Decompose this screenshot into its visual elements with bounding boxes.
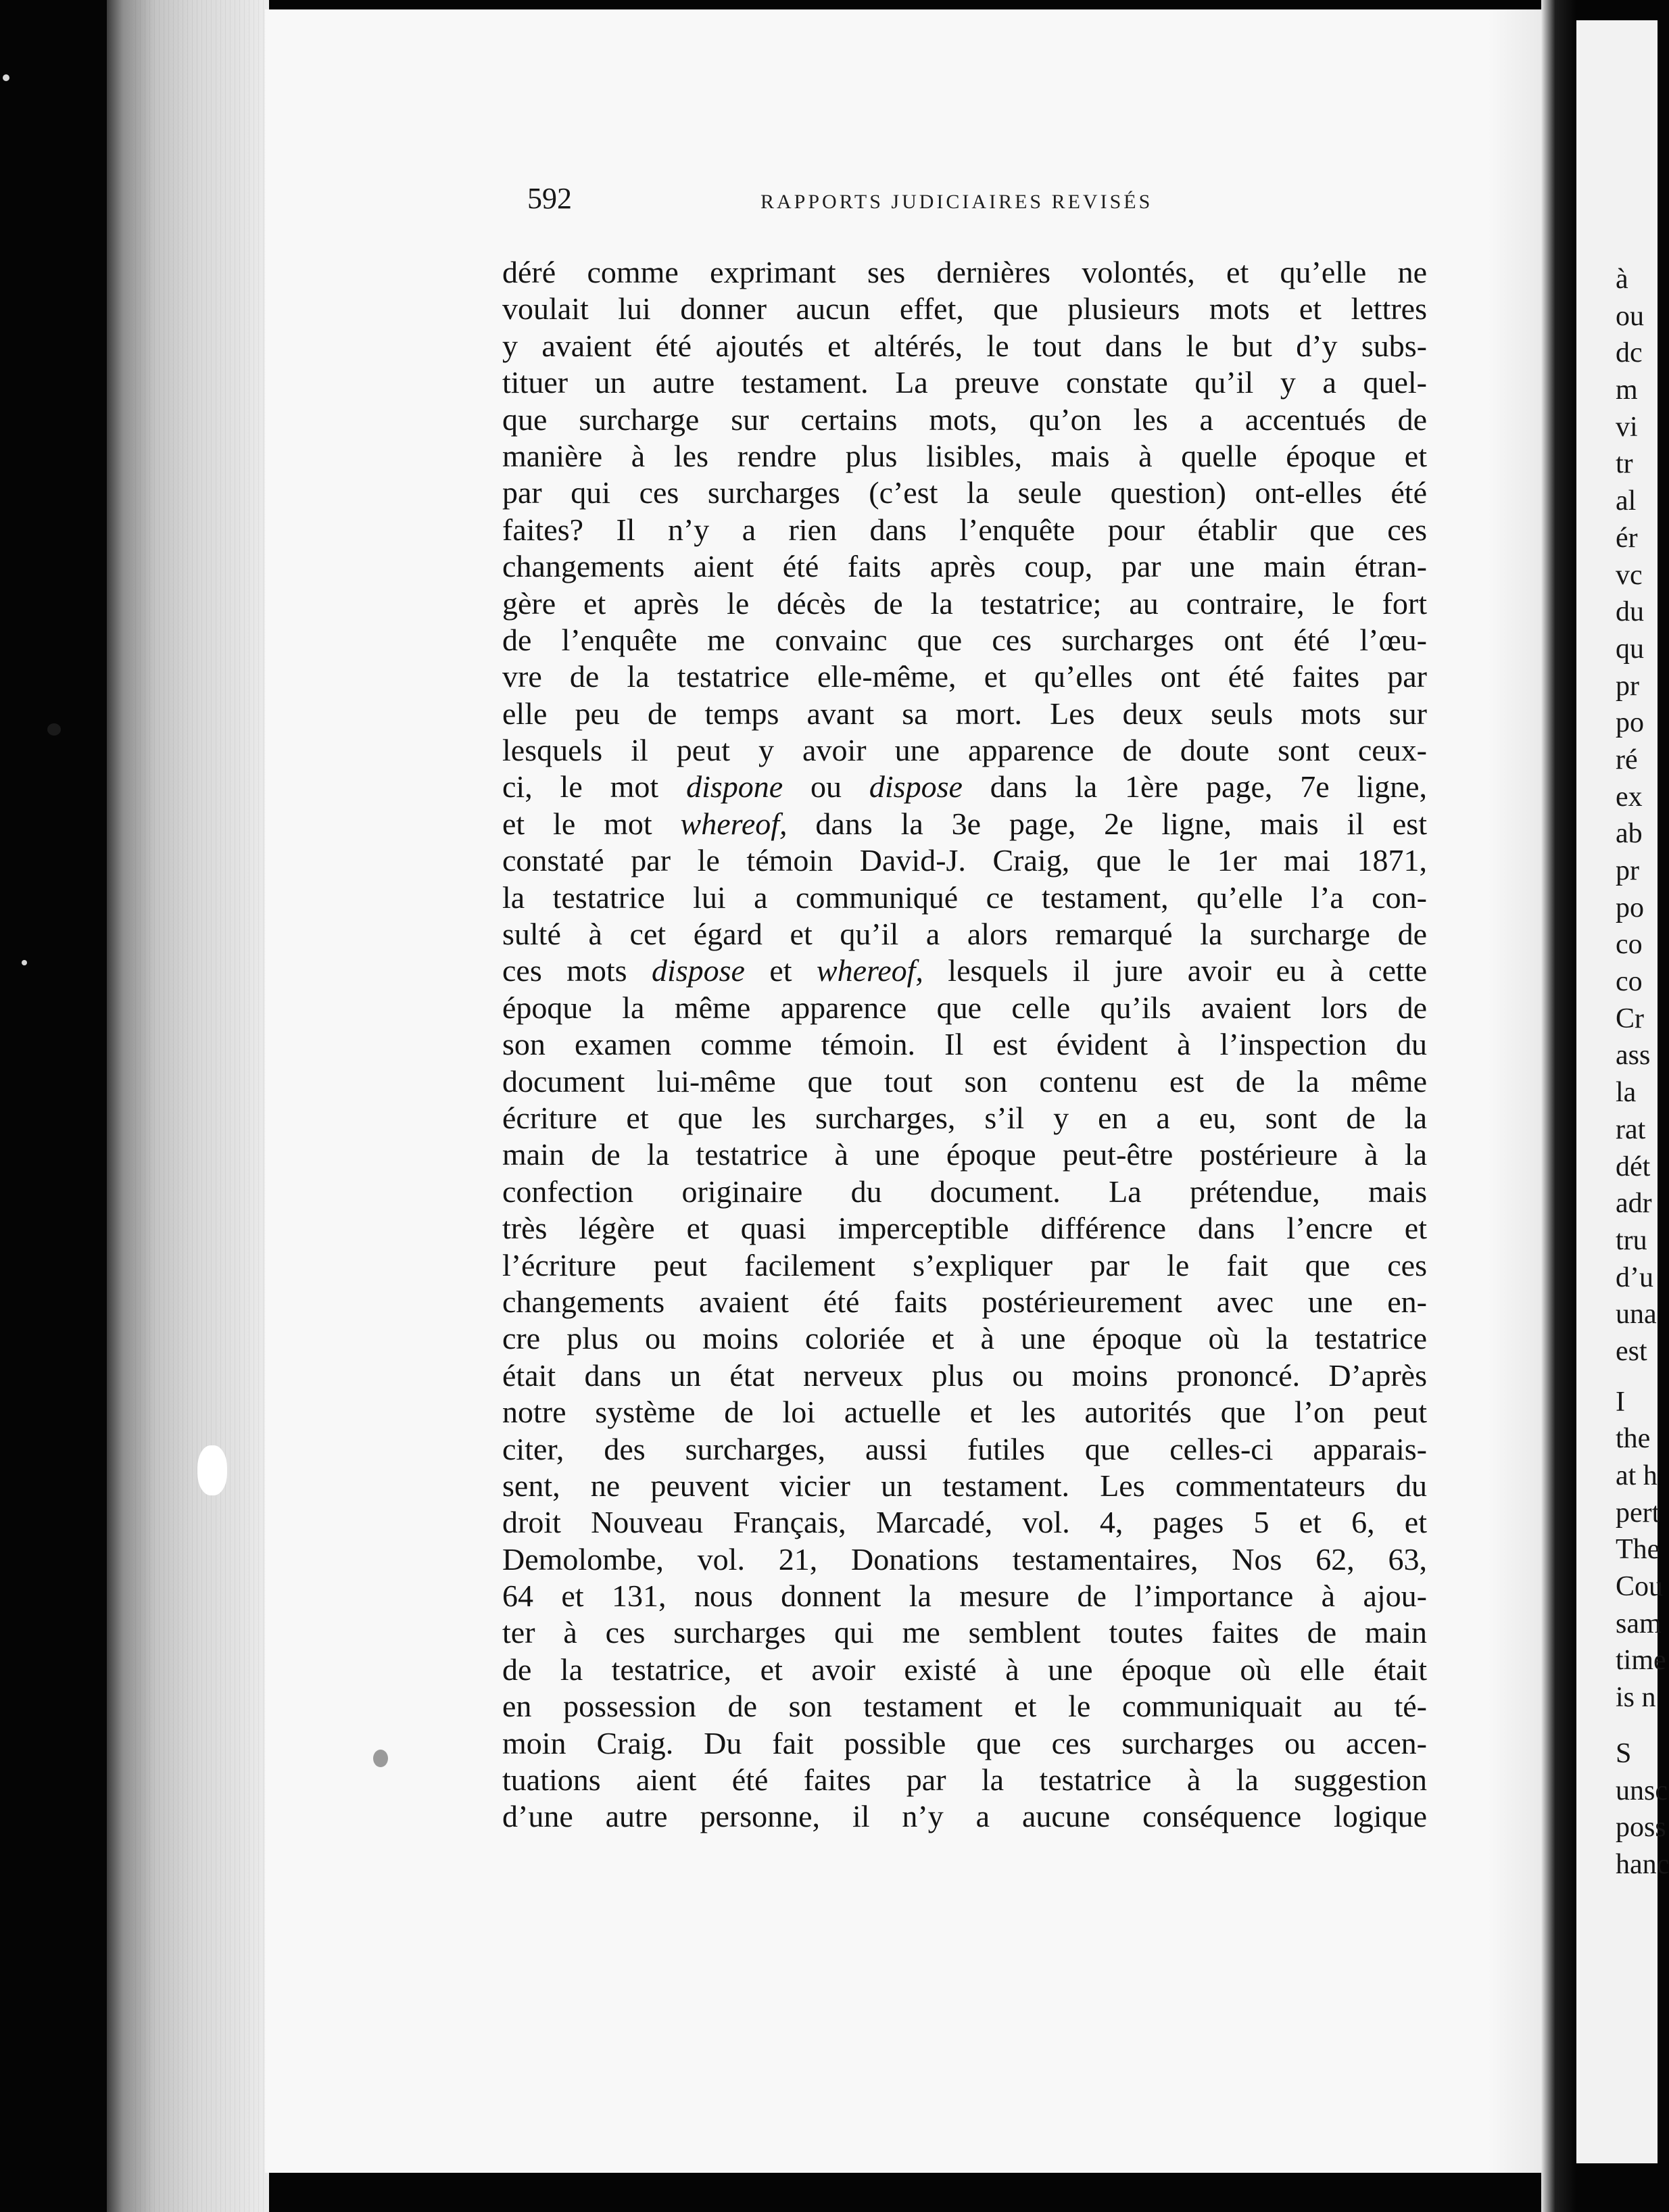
scan-speck <box>373 1750 388 1767</box>
text-run: main de la testatrice à une époque peut-être postérieure à la <box>502 1137 1427 1172</box>
text-line <box>502 658 1427 695</box>
text-line <box>502 1394 1427 1430</box>
text-line <box>502 696 1427 732</box>
text-line <box>502 1468 1427 1504</box>
facing-page-line: du <box>1616 596 1644 628</box>
facing-page-line: time <box>1616 1645 1666 1677</box>
text-run: sent, ne peuvent vicier un testament. Les commentateurs du <box>502 1468 1427 1503</box>
text-line <box>502 254 1427 291</box>
text-line <box>502 475 1427 511</box>
facing-page-line: tr <box>1616 448 1633 480</box>
facing-page <box>1576 20 1669 2163</box>
text-line <box>502 328 1427 364</box>
facing-page-line: pert <box>1616 1497 1660 1529</box>
text-line <box>502 1026 1427 1063</box>
facing-page-line: ré <box>1616 744 1638 775</box>
facing-page-line: rat <box>1616 1113 1646 1145</box>
facing-page-line: the <box>1616 1423 1651 1455</box>
scan-blot <box>197 1445 227 1495</box>
text-run: par qui ces surcharges (c’est la seule question) ont-elles été <box>502 475 1427 510</box>
facing-page-line: vc <box>1616 559 1643 591</box>
text-run: déré comme exprimant ses dernières volontés, et qu’elle ne <box>502 255 1427 289</box>
text-line <box>502 512 1427 548</box>
facing-page-line: tru <box>1616 1224 1647 1256</box>
facing-page-line: qu <box>1616 633 1644 665</box>
text-line <box>502 842 1427 879</box>
text-line <box>502 1210 1427 1247</box>
text-line <box>502 916 1427 953</box>
text-run: droit Nouveau Français, Marcadé, vol. 4, pages 5 et 6, et <box>502 1505 1427 1540</box>
facing-page-line: co <box>1616 929 1643 961</box>
facing-page-line: Cou <box>1616 1571 1664 1603</box>
text-run: citer, des surcharges, aussi futiles que celles-ci apparais- <box>502 1431 1427 1466</box>
text-run: de la testatrice, et avoir existé à une époque où elle était <box>502 1652 1427 1687</box>
page-shadow <box>1487 9 1541 2173</box>
text-run: lesquels il peut y avoir une apparence de doute sont ceux- <box>502 733 1427 768</box>
text-line <box>502 1431 1427 1468</box>
facing-page-line: dc <box>1616 337 1643 369</box>
text-run: lesquels il jure avoir eu à cette <box>923 953 1427 988</box>
scan-speck <box>47 723 61 736</box>
text-run: tituer un autre testament. La preuve constate qu’il y a quel- <box>502 365 1427 400</box>
text-run: sulté à cet égard et qu’il a alors remarqué la surcharge de <box>502 917 1427 952</box>
text-line <box>502 548 1427 585</box>
text-line <box>502 769 1427 805</box>
page-number: 592 <box>527 182 572 215</box>
text-line <box>502 1136 1427 1173</box>
text-run: de l’enquête me convainc que ces surcharges ont été l’œu- <box>502 622 1427 657</box>
facing-page-line: po <box>1616 892 1644 923</box>
book-gutter <box>1541 0 1576 2212</box>
text-run: Demolombe, vol. 21, Donations testamentaires, Nos 62, 63, <box>502 1541 1427 1577</box>
facing-page-line: po <box>1616 707 1644 739</box>
text-run: la testatrice lui a communiqué ce testament, qu’elle l’a con- <box>502 880 1427 915</box>
text-line <box>502 953 1427 989</box>
facing-page-line: hanc <box>1616 1848 1669 1880</box>
text-run: ci, le mot <box>502 769 687 804</box>
facing-page-line: at h <box>1616 1460 1658 1491</box>
text-run: tuations aient été faites par la testatrice à la suggestion <box>502 1762 1427 1798</box>
text-run: moin Craig. Du fait possible que ces surcharges ou accen- <box>502 1725 1427 1760</box>
text-run: cre plus ou moins coloriée et à une époque où la testatrice <box>502 1321 1427 1356</box>
text-run: manière à les rendre plus lisibles, mais à quelle époque et <box>502 438 1427 473</box>
facing-page-line: sam <box>1616 1608 1662 1639</box>
text-run: document lui-même que tout son contenu est de la même <box>502 1063 1427 1099</box>
text-run: l’écriture peut facilement s’expliquer par le fait que ces <box>502 1247 1427 1282</box>
facing-page-line: d’u <box>1616 1261 1653 1293</box>
text-line <box>502 1614 1427 1651</box>
text-run: ces mots <box>502 953 652 988</box>
italic-term: dispose <box>869 769 963 804</box>
text-run: que surcharge sur certains mots, qu’on les a accentués de <box>502 402 1427 437</box>
text-line <box>502 1357 1427 1394</box>
text-run: ou <box>783 769 869 804</box>
text-line <box>502 622 1427 658</box>
text-run: et <box>744 953 817 988</box>
text-run: époque la même apparence que celle qu’ils avaient lors de <box>502 990 1427 1025</box>
facing-page-line: ass <box>1616 1040 1651 1072</box>
text-run: gère et après le décès de la testatrice; au contraire, le fort <box>502 585 1427 621</box>
running-head-title: RAPPORTS JUDICIAIRES REVISÉS <box>760 191 1153 213</box>
text-line <box>502 732 1427 769</box>
text-run: dans la 3e page, 2e ligne, mais il est <box>787 806 1427 841</box>
facing-page-text <box>1576 261 1669 1883</box>
text-run: vre de la testatrice elle-même, et qu’elles ont été faites par <box>502 659 1427 694</box>
italic-term: whereof, <box>816 953 923 988</box>
facing-page-line: à <box>1616 264 1628 295</box>
running-head <box>527 181 1447 224</box>
text-line <box>502 1247 1427 1284</box>
text-line <box>502 1504 1427 1541</box>
facing-page-line: la <box>1616 1077 1637 1109</box>
text-run: en possession de son testament et le communiquait au té- <box>502 1689 1427 1724</box>
text-line <box>502 1284 1427 1320</box>
facing-page-line: I <box>1616 1386 1625 1418</box>
text-run: changements aient été faits après coup, par une main étran- <box>502 549 1427 584</box>
text-line <box>502 880 1427 916</box>
text-run: dans la 1ère page, 7e ligne, <box>962 769 1427 804</box>
text-line <box>502 1320 1427 1357</box>
text-run: ter à ces surcharges qui me semblent toutes faites de main <box>502 1615 1427 1650</box>
facing-page-line: vi <box>1616 411 1638 443</box>
facing-page-line: poss <box>1616 1812 1666 1844</box>
facing-page-line: una <box>1616 1299 1657 1330</box>
facing-page-line: The <box>1616 1534 1660 1566</box>
facing-page-line: S <box>1616 1737 1632 1769</box>
text-run: confection originaire du document. La prétendue, mais <box>502 1174 1427 1209</box>
page-edge-lines <box>135 0 264 2212</box>
text-run: écriture et que les surcharges, s’il y en a eu, sont de la <box>502 1100 1427 1135</box>
text-line <box>502 1100 1427 1136</box>
facing-page-line: ér <box>1616 522 1638 554</box>
facing-page-line: est <box>1616 1335 1647 1367</box>
facing-page-line: co <box>1616 966 1643 998</box>
text-line <box>502 1063 1427 1100</box>
text-run: constaté par le témoin David-J. Craig, que le 1er mai 1871, <box>502 843 1427 878</box>
body-text <box>502 254 1427 1835</box>
italic-term: dispose <box>651 953 745 988</box>
text-line <box>502 438 1427 475</box>
text-run: changements avaient été faits postérieurement avec une en- <box>502 1284 1427 1319</box>
facing-page-line: unsc <box>1616 1775 1668 1806</box>
facing-page-line: al <box>1616 485 1637 517</box>
text-run: faites? Il n’y a rien dans l’enquête pour établir que ces <box>502 512 1427 547</box>
italic-term: dispone <box>686 769 783 804</box>
text-run: son examen comme témoin. Il est évident à l’inspection du <box>502 1027 1427 1062</box>
italic-term: whereof, <box>680 806 788 841</box>
facing-page-line: ou <box>1616 300 1644 332</box>
facing-page-line: dét <box>1616 1151 1651 1182</box>
text-run: et le mot <box>502 806 681 841</box>
facing-page-line: ab <box>1616 818 1643 850</box>
text-run: 64 et 131, nous donnent la mesure de l’importance à ajou- <box>502 1579 1427 1614</box>
scan-speck <box>22 960 27 965</box>
text-line <box>502 1798 1427 1835</box>
text-run: voulait lui donner aucun effet, que plusieurs mots et lettres <box>502 291 1427 327</box>
text-line <box>502 1688 1427 1725</box>
text-run: elle peu de temps avant sa mort. Les deux seuls mots sur <box>502 696 1427 731</box>
text-line <box>502 990 1427 1026</box>
text-line <box>502 806 1427 842</box>
text-line <box>502 585 1427 622</box>
text-line <box>502 1762 1427 1798</box>
text-run: était dans un état nerveux plus ou moins prononcé. D’après <box>502 1357 1427 1393</box>
text-line <box>502 1725 1427 1762</box>
text-line <box>502 1174 1427 1210</box>
facing-page-line: pr <box>1616 855 1639 886</box>
text-line <box>502 1541 1427 1578</box>
text-line <box>502 1578 1427 1614</box>
facing-page-line: pr <box>1616 670 1639 702</box>
text-run: y avaient été ajoutés et altérés, le tout dans le but d’y subs- <box>502 328 1427 363</box>
facing-page-line: ex <box>1616 781 1643 813</box>
text-line <box>502 1652 1427 1688</box>
facing-page-line: adr <box>1616 1188 1652 1220</box>
text-line <box>502 402 1427 438</box>
text-run: d’une autre personne, il n’y a aucune conséquence logique <box>502 1799 1427 1834</box>
facing-page-line: m <box>1616 375 1638 406</box>
text-run: très légère et quasi imperceptible différence dans l’encre et <box>502 1211 1427 1246</box>
facing-page-line: is n <box>1616 1682 1656 1714</box>
scan-speck <box>3 74 9 81</box>
text-line <box>502 291 1427 327</box>
facing-page-line: Cr <box>1616 1003 1644 1034</box>
text-run: notre système de loi actuelle et les autorités que l’on peut <box>502 1395 1427 1430</box>
text-line <box>502 364 1427 401</box>
